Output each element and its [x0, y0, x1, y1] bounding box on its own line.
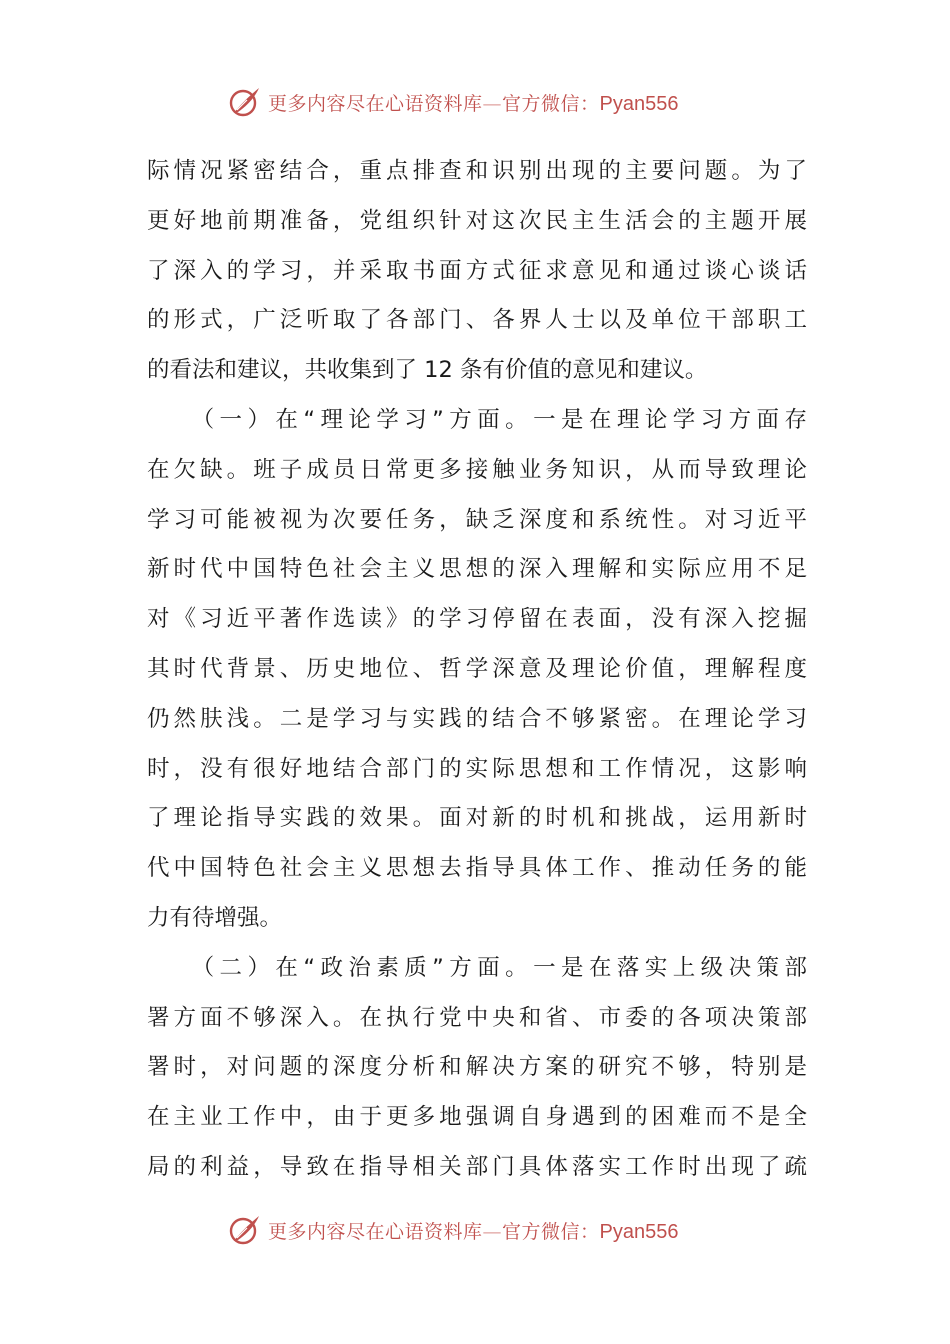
text-line: 署方面不够深入。在执行党中央和省、市委的各项决策部: [147, 1004, 807, 1031]
text-line: 仍然肤浅。二是学习与实践的结合不够紧密。在理论学习: [147, 705, 807, 732]
text-line: 力有待增强。: [147, 904, 283, 931]
text-line: 的形式，广泛听取了各部门、各界人士以及单位干部职工: [147, 307, 807, 334]
text-line: 其时代背景、历史地位、哲学深意及理论价值，理解程度: [147, 655, 807, 682]
text-line: 在欠缺。班子成员日常更多接触业务知识，从而导致理论: [147, 456, 807, 483]
banner-main-text: 更多内容尽在心语资料库: [268, 92, 483, 115]
text-line: 了理论指导实践的效果。面对新的时机和挑战，运用新时: [147, 805, 807, 832]
text-line: 对《习近平著作选读》的学习停留在表面，没有深入挖掘: [147, 606, 807, 633]
text-line: 了深入的学习，并采取书面方式征求意见和通过谈心谈话: [147, 257, 807, 284]
text-line: 署时，对问题的深度分析和解决方案的研究不够，特别是: [147, 1054, 807, 1081]
banner-separator: —: [482, 92, 503, 115]
header-watermark: [0, 82, 950, 122]
quill-logo-icon: [228, 85, 262, 119]
text-line: 际情况紧密结合，重点排查和识别出现的主要问题。为了: [147, 158, 807, 184]
text-line: 局的利益，导致在指导相关部门具体落实工作时出现了疏: [147, 1153, 807, 1180]
text-line: 的看法和建议，共收集到了 12 条有价值的意见和建议。: [147, 357, 708, 384]
banner-wechat-id: Pyan556: [599, 1220, 679, 1243]
text-line: 在主业工作中，由于更多地强调自身遇到的困难而不是全: [147, 1104, 807, 1131]
document-body: [147, 147, 807, 1193]
text-line: 更好地前期准备，党组织针对这次民主生活会的主题开展: [147, 207, 807, 234]
banner-wechat-id: Pyan556: [599, 92, 679, 115]
text-line: （二）在“政治素质”方面。一是在落实上级决策部: [147, 954, 807, 981]
footer-watermark: [0, 1210, 950, 1250]
banner-main-text: 更多内容尽在心语资料库: [268, 1220, 483, 1243]
text-line: 新时代中国特色社会主义思想的深入理解和实际应用不足: [147, 556, 807, 583]
banner-wechat-label: 官方微信：: [502, 92, 600, 115]
text-line: （一）在“理论学习”方面。一是在理论学习方面存: [147, 406, 807, 433]
text-line: 学习可能被视为次要任务，缺乏深度和系统性。对习近平: [147, 506, 807, 533]
banner-separator: —: [482, 1220, 503, 1243]
text-line: 时，没有很好地结合部门的实际思想和工作情况，这影响: [147, 755, 807, 782]
quill-logo-icon: [228, 1213, 262, 1247]
banner-wechat-label: 官方微信：: [502, 1220, 600, 1243]
text-line: 代中国特色社会主义思想去指导具体工作、推动任务的能: [147, 855, 807, 882]
